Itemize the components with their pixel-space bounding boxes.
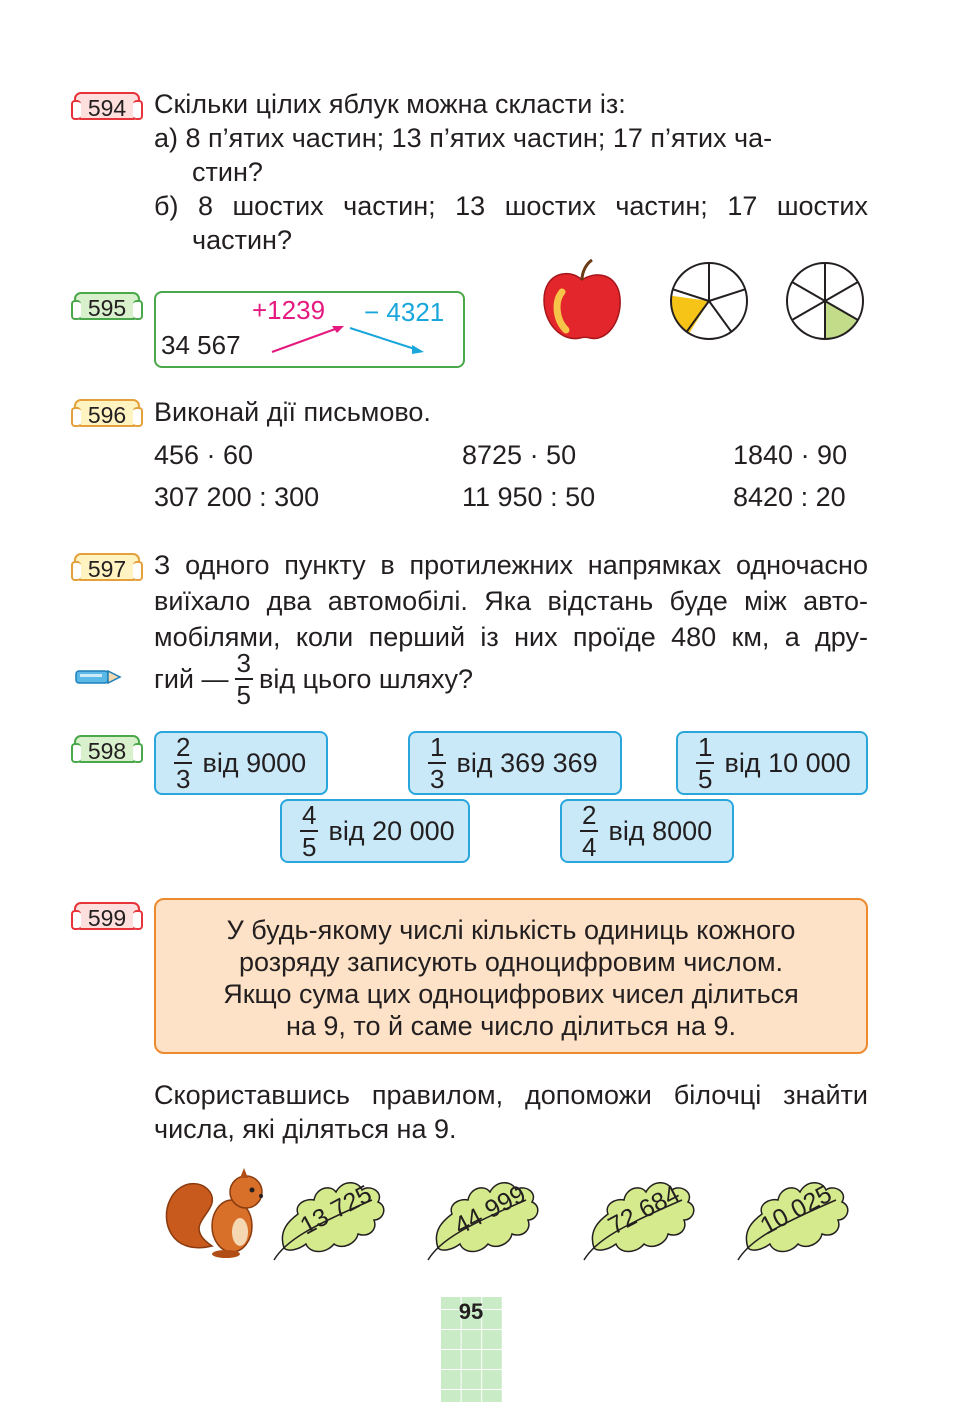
leaf-number-4: 10 025 [755, 1179, 837, 1241]
ex595-start-number: 34 567 [161, 330, 241, 360]
ex597-line4: гий — $\frac{3}{5}$ від цього шляху? [154, 648, 473, 710]
leaf-number-2: 44 999 [449, 1179, 531, 1241]
ex595-arrows [262, 318, 442, 358]
ex597-line3: мобілями, коли перший із них проїде 480 км, а дру- [154, 622, 868, 652]
ex597-line2: виїхало два автомобілі. Яка відстань буде між авто- [154, 586, 868, 616]
pie-fifths [666, 258, 752, 344]
pencil-icon [74, 667, 122, 687]
ex594-question: Скільки цілих яблук можна скласти із: [154, 89, 626, 119]
ex598-chip-2: $\frac{1}{3}$ від 369 369 [408, 731, 622, 795]
fraction-three-fifths: $\frac{3}{5}$ [236, 648, 251, 710]
ex594-part-b-line2: частин? [192, 225, 292, 255]
pie-sixths [782, 258, 868, 344]
ex598-chip-1: $\frac{2}{3}$ від 9000 [154, 731, 328, 795]
ex595-operation-minus: − 4321 [364, 297, 445, 327]
exercise-number-595: 595 [74, 292, 140, 320]
ex598-chip-4: $\frac{4}{5}$ від 20 000 [280, 799, 470, 863]
divisibility-rule-box [154, 898, 868, 1054]
ex594-part-b-line1: б) 8 шостих частин; 13 шостих частин; 17 шостих [154, 191, 868, 221]
ex596-expr-r1c3: 1840 · 90 [733, 440, 848, 470]
page-number: 95 [458, 1299, 484, 1324]
rule-line-3: Якщо сума цих одноцифрових чисел ділиться [223, 979, 799, 1009]
ex597-line1: З одного пункту в протилежних напрямках одночасно [154, 550, 868, 580]
exercise-number-596: 596 [74, 399, 140, 427]
ex596-expr-r2c1: 307 200 : 300 [154, 482, 320, 512]
ex594-part-a-line1: а) 8 п’ятих частин; 13 п’ятих частин; 17 п’ятих ча- [154, 123, 773, 153]
leaf-number-3: 72 684 [603, 1179, 685, 1241]
rule-line-4: на 9, то й саме число ділиться на 9. [285, 1011, 737, 1041]
exercise-number-599: 599 [74, 902, 140, 930]
apple-illustration [540, 258, 624, 344]
squirrel-illustration [160, 1166, 272, 1258]
ex599-task-line2: числа, які діляться на 9. [154, 1114, 457, 1144]
ex594-part-a-line2: стин? [192, 157, 263, 187]
ex598-chip-5: $\frac{2}{4}$ від 8000 [560, 799, 734, 863]
ex596-expr-r1c2: 8725 · 50 [462, 440, 577, 470]
ex596-expr-r2c2: 11 950 : 50 [462, 482, 596, 512]
rule-line-1: У будь-якому числі кількість одиниць кожного [226, 915, 796, 945]
leaf-number-1: 13 725 [295, 1179, 377, 1241]
ex596-task: Виконай дії письмово. [154, 397, 431, 427]
exercise-number-597: 597 [74, 553, 140, 581]
exercise-number-598: 598 [74, 735, 140, 763]
ex596-expr-r1c1: 456 · 60 [154, 440, 254, 470]
rule-line-2: розряду записують одноцифровим числом. [238, 947, 784, 977]
exercise-number-594: 594 [74, 92, 140, 120]
ex595-operation-plus: +1239 [252, 295, 326, 325]
ex596-expr-r2c3: 8420 : 20 [733, 482, 846, 512]
ex599-task-line1: Скориставшись правилом, допоможи білочці знайти [154, 1080, 868, 1110]
ex598-chip-3: $\frac{1}{5}$ від 10 000 [676, 731, 868, 795]
